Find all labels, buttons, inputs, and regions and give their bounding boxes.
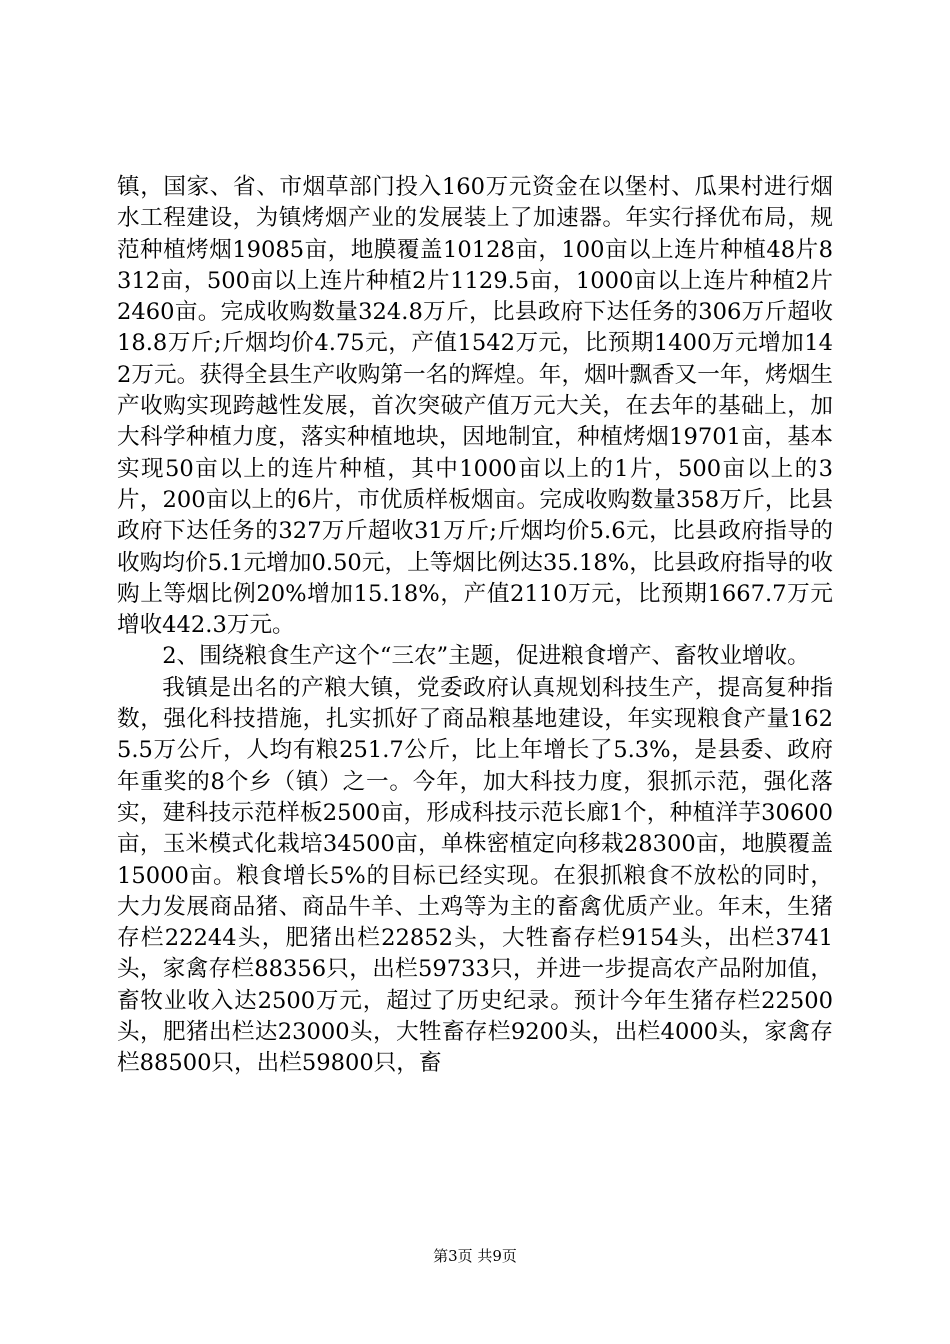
paragraph-heading-grain: 2、围绕粮食生产这个“三农”主题，促进粮食增产、畜牧业增收。 — [162, 643, 810, 670]
paragraph-tobacco: 镇，国家、省、市烟草部门投入160万元资金在以堡村、瓜果村进行烟水工程建设，为镇烤烟产业的发展装上了加速器。年实行择优布局，规范种植烤烟19085亩，地膜覆盖10128亩，100亩以上连片种植48片8312亩，500亩以上连片种植2片1129.5亩，1000亩以上连片种植2片2460亩。完成收购数量324.8万斤，比县政府下达任务的306万斤超收18.8万斤;斤烟均价4.75元，产值1542万元，比预期1400万元增加142万元。获得全县生产收购第一名的辉煌。年，烟叶飘香又一年，烤烟生产收购实现跨越性发展，首次突破产值万元大关，在去年的基础上，加大科学种植力度，落实种植地块，因地制宜，种植烤烟19701亩，基本实现50亩以上的连片种植，其中1000亩以上的1片，500亩以上的3片，200亩以上的6片，市优质样板烟亩。完成收购数量358万斤，比县政府下达任务的327万斤超收31万斤;斤烟均价5.6元，比县政府指导的收购均价5.1元增加0.50元，上等烟比例达35.18%，比县政府指导的收购上等烟比例20%增加15.18%，产值2110万元，比预期1667.7万元增收442.3万元。 — [117, 174, 833, 639]
paragraph-grain-livestock: 我镇是出名的产粮大镇，党委政府认真规划科技生产，提高复种指数，强化科技措施，扎实抓好了商品粮基地建设，年实现粮食产量1625.5万公斤，人均有粮251.7公斤，比上年增长了5.3%，是县委、政府年重奖的8个乡（镇）之一。今年，加大科技力度，狠抓示范，强化落实，建科技示范样板2500亩，形成科技示范长廊1个，种植洋芋30600亩，玉米模式化栽培34500亩，单株密植定向移栽28300亩，地膜覆盖15000亩。粮食增长5%的目标已经实现。在狠抓粮食不放松的同时，大力发展商品猪、商品牛羊、土鸡等为主的畜禽优质产业。年末，生猪存栏22244头，肥猪出栏22852头，大牲畜存栏9154头，出栏3741头，家禽存栏88356只，出栏59733只，并进一步提高农产品附加值，畜牧业收入达2500万元，超过了历史纪录。预计今年生猪存栏22500头，肥猪出栏达23000头，大牲畜存栏9200头，出栏4000头，家禽存栏88500只，出栏59800只，畜 — [117, 674, 833, 1077]
page-footer: 第3页 共9页 — [433, 1247, 517, 1265]
document-body — [117, 172, 833, 1080]
